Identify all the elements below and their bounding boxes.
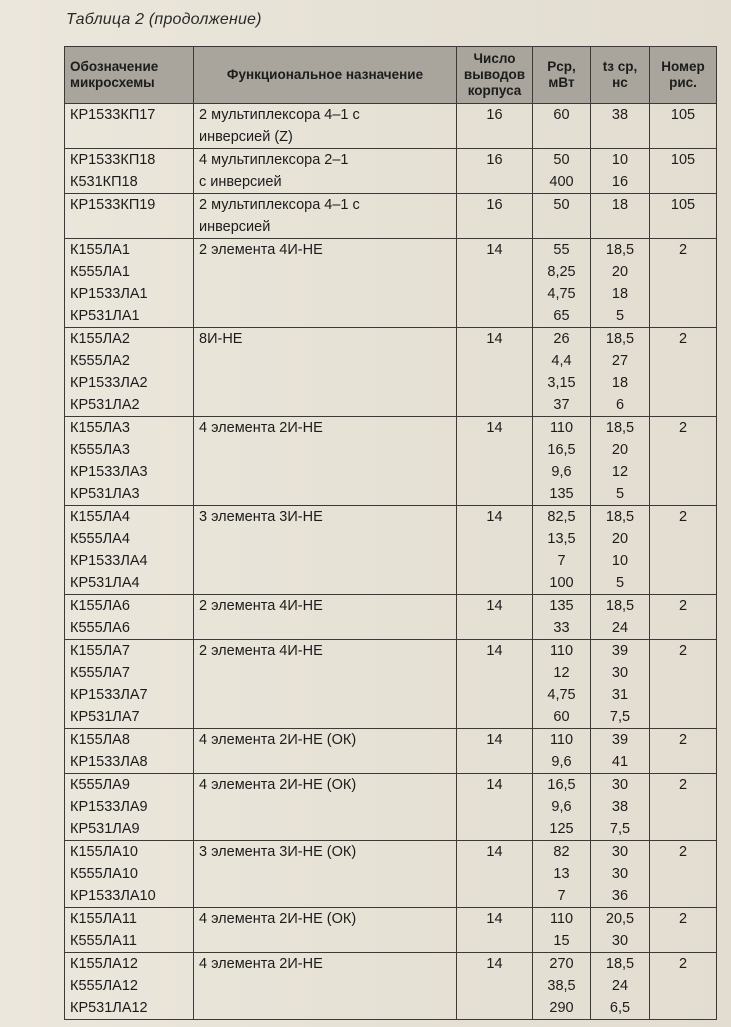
power-value: 8,25: [547, 264, 576, 280]
table-row: [65, 104, 717, 149]
cell-delay: [591, 194, 650, 239]
function-text: 2 элемента 4И-НЕ: [199, 598, 323, 614]
cell-delay: [591, 953, 650, 1020]
pins-value: 16: [486, 197, 503, 213]
header-function: Функциональное назначение: [194, 47, 457, 104]
power-value: 26: [553, 331, 570, 347]
delay-value: 16: [611, 174, 629, 190]
power-value: 60: [553, 709, 570, 725]
header-pins: Число выводов корпуса: [457, 47, 533, 104]
chip-code: К531КП18: [70, 174, 138, 190]
cell-function: [194, 841, 457, 908]
power-value: 37: [553, 397, 570, 413]
cell-power: [533, 149, 591, 194]
cell-pins: [457, 774, 533, 841]
cell-delay: [591, 149, 650, 194]
cell-pins: [457, 149, 533, 194]
delay-value: 31: [611, 687, 629, 703]
figure-value: 2: [678, 242, 688, 258]
chip-code: КР531ЛА1: [70, 308, 140, 324]
pins-value: 16: [486, 152, 503, 168]
cell-designation: [65, 149, 194, 194]
figure-value: 2: [678, 732, 688, 748]
cell-figure: [650, 328, 717, 417]
chip-code: КР1533ЛА2: [70, 375, 148, 391]
cell-figure: [650, 841, 717, 908]
delay-value: 30: [611, 844, 629, 860]
power-value: 15: [553, 933, 570, 949]
chip-code: КР1533КП19: [70, 197, 156, 213]
cell-delay: [591, 640, 650, 729]
power-value: 110: [549, 643, 574, 659]
cell-delay: [591, 104, 650, 149]
cell-delay: [591, 774, 650, 841]
cell-figure: [650, 953, 717, 1020]
power-value: 9,6: [551, 799, 572, 815]
function-text: 4 элемента 2И-НЕ (ОК): [199, 732, 357, 748]
cell-designation: [65, 194, 194, 239]
cell-designation: [65, 729, 194, 774]
pins-value: 14: [486, 509, 503, 525]
power-value: 4,75: [547, 687, 576, 703]
power-value: 12: [553, 665, 570, 681]
table-row: [65, 953, 717, 1020]
function-text: с инверсией: [199, 174, 282, 190]
figure-value: 2: [678, 331, 688, 347]
chip-code: КР1533ЛА4: [70, 553, 148, 569]
figure-value: 2: [678, 509, 688, 525]
pins-value: 14: [486, 911, 503, 927]
chip-code: К555ЛА3: [70, 442, 130, 458]
power-value: 135: [549, 486, 574, 502]
chip-code: КР1533ЛА7: [70, 687, 148, 703]
function-text: 4 элемента 2И-НЕ (ОК): [199, 777, 357, 793]
pins-value: 14: [486, 242, 503, 258]
cell-function: [194, 640, 457, 729]
cell-power: [533, 953, 591, 1020]
chip-code: К155ЛА7: [70, 643, 130, 659]
cell-designation: [65, 774, 194, 841]
table-header-row: [65, 47, 717, 104]
cell-delay: [591, 239, 650, 328]
delay-value: 5: [615, 575, 625, 591]
cell-designation: [65, 104, 194, 149]
delay-value: 10: [611, 152, 629, 168]
chip-code: К155ЛА4: [70, 509, 130, 525]
cell-delay: [591, 595, 650, 640]
chip-code: К555ЛА7: [70, 665, 130, 681]
delay-value: 27: [611, 353, 629, 369]
function-text: 2 элемента 4И-НЕ: [199, 242, 323, 258]
chip-code: К155ЛА2: [70, 331, 130, 347]
cell-pins: [457, 104, 533, 149]
cell-delay: [591, 506, 650, 595]
power-value: 290: [549, 1000, 574, 1016]
function-text: инверсией (Z): [199, 129, 293, 145]
delay-value: 20,5: [605, 911, 635, 927]
delay-value: 38: [611, 799, 629, 815]
delay-value: 30: [611, 665, 629, 681]
power-value: 38,5: [547, 978, 576, 994]
pins-value: 14: [486, 598, 503, 614]
table-row: [65, 417, 717, 506]
cell-power: [533, 328, 591, 417]
delay-value: 5: [615, 308, 625, 324]
power-value: 3,15: [547, 375, 576, 391]
cell-designation: [65, 841, 194, 908]
cell-pins: [457, 194, 533, 239]
cell-designation: [65, 506, 194, 595]
cell-designation: [65, 595, 194, 640]
cell-delay: [591, 729, 650, 774]
chip-code: К155ЛА10: [70, 844, 138, 860]
delay-value: 18,5: [605, 242, 635, 258]
figure-value: 2: [678, 643, 688, 659]
pins-value: 14: [486, 420, 503, 436]
chip-code: КР1533ЛА3: [70, 464, 148, 480]
cell-power: [533, 417, 591, 506]
chip-code: К155ЛА1: [70, 242, 130, 258]
power-value: 4,75: [547, 286, 576, 302]
power-value: 33: [553, 620, 570, 636]
chip-code: К555ЛА12: [70, 978, 138, 994]
cell-designation: [65, 953, 194, 1020]
header-power: Pср, мВт: [533, 47, 591, 104]
power-value: 65: [553, 308, 570, 324]
cell-power: [533, 104, 591, 149]
table-row: [65, 149, 717, 194]
table-row: [65, 908, 717, 953]
chip-code: КР531ЛА12: [70, 1000, 148, 1016]
cell-figure: [650, 104, 717, 149]
cell-power: [533, 506, 591, 595]
power-value: 7: [557, 888, 566, 904]
delay-value: 18: [611, 197, 629, 213]
chip-code: К555ЛА4: [70, 531, 130, 547]
table-caption: Таблица 2 (продолжение): [66, 11, 262, 28]
figure-value: 2: [678, 956, 688, 972]
delay-value: 5: [615, 486, 625, 502]
cell-figure: [650, 774, 717, 841]
chip-code: К555ЛА9: [70, 777, 130, 793]
delay-value: 20: [611, 531, 629, 547]
chip-spec-table: [64, 46, 717, 1020]
figure-value: 105: [670, 152, 696, 168]
cell-figure: [650, 149, 717, 194]
chip-code: К155ЛА8: [70, 732, 130, 748]
figure-value: 105: [670, 197, 696, 213]
cell-function: [194, 595, 457, 640]
function-text: инверсией: [199, 219, 271, 235]
power-value: 4,4: [551, 353, 572, 369]
chip-code: К155ЛА12: [70, 956, 138, 972]
delay-value: 6: [615, 397, 625, 413]
chip-code: К555ЛА6: [70, 620, 130, 636]
delay-value: 41: [611, 754, 629, 770]
figure-value: 2: [678, 420, 688, 436]
pins-value: 16: [486, 107, 503, 123]
header-designation: Обозначение микросхемы: [65, 47, 194, 104]
cell-power: [533, 841, 591, 908]
cell-figure: [650, 194, 717, 239]
delay-value: 36: [611, 888, 629, 904]
chip-code: К555ЛА10: [70, 866, 138, 882]
delay-value: 18: [611, 375, 629, 391]
function-text: 8И-НЕ: [199, 331, 243, 347]
cell-delay: [591, 908, 650, 953]
table-row: [65, 729, 717, 774]
cell-pins: [457, 729, 533, 774]
function-text: 2 мультиплексора 4–1 с: [199, 107, 360, 123]
function-text: 4 элемента 2И-НЕ: [199, 956, 323, 972]
cell-designation: [65, 328, 194, 417]
power-value: 16,5: [547, 777, 576, 793]
delay-value: 20: [611, 442, 629, 458]
cell-function: [194, 953, 457, 1020]
cell-delay: [591, 328, 650, 417]
cell-power: [533, 729, 591, 774]
chip-code: КР1533ЛА1: [70, 286, 148, 302]
power-value: 270: [549, 956, 574, 972]
table-body: [65, 104, 717, 1020]
chip-code: К555ЛА2: [70, 353, 130, 369]
chip-code: КР1533КП18: [70, 152, 156, 168]
table-row: [65, 506, 717, 595]
power-value: 13: [553, 866, 570, 882]
cell-pins: [457, 417, 533, 506]
cell-function: [194, 506, 457, 595]
figure-value: 2: [678, 598, 688, 614]
delay-value: 20: [611, 264, 629, 280]
pins-value: 14: [486, 956, 503, 972]
power-value: 50: [553, 197, 570, 213]
pins-value: 14: [486, 844, 503, 860]
cell-function: [194, 774, 457, 841]
cell-pins: [457, 953, 533, 1020]
power-value: 110: [549, 911, 574, 927]
chip-code: К155ЛА3: [70, 420, 130, 436]
table-row: [65, 194, 717, 239]
power-value: 135: [549, 598, 574, 614]
cell-designation: [65, 417, 194, 506]
chip-code: КР1533ЛА9: [70, 799, 148, 815]
pins-value: 14: [486, 732, 503, 748]
chip-code: КР1533ЛА10: [70, 888, 156, 904]
table-row: [65, 239, 717, 328]
chip-code: КР1533КП17: [70, 107, 156, 123]
delay-value: 39: [611, 732, 629, 748]
chip-code: К155ЛА11: [70, 911, 137, 927]
delay-value: 18,5: [605, 509, 635, 525]
cell-designation: [65, 239, 194, 328]
pins-value: 14: [486, 643, 503, 659]
table-row: [65, 774, 717, 841]
power-value: 50: [553, 152, 570, 168]
header-delay: tз ср, нс: [591, 47, 650, 104]
chip-code: К555ЛА11: [70, 933, 137, 949]
pins-value: 14: [486, 331, 503, 347]
function-text: 3 элемента 3И-НЕ (ОК): [199, 844, 357, 860]
chip-code: К555ЛА1: [70, 264, 130, 280]
chip-code: К155ЛА6: [70, 598, 130, 614]
power-value: 16,5: [547, 442, 576, 458]
cell-function: [194, 239, 457, 328]
function-text: 4 элемента 2И-НЕ (ОК): [199, 911, 357, 927]
power-value: 125: [549, 821, 574, 837]
cell-figure: [650, 506, 717, 595]
delay-value: 7,5: [609, 709, 631, 725]
cell-designation: [65, 640, 194, 729]
delay-value: 7,5: [609, 821, 631, 837]
cell-function: [194, 149, 457, 194]
delay-value: 18,5: [605, 598, 635, 614]
figure-value: 2: [678, 911, 688, 927]
delay-value: 30: [611, 933, 629, 949]
cell-function: [194, 908, 457, 953]
table-row: [65, 841, 717, 908]
cell-designation: [65, 908, 194, 953]
function-text: 3 элемента 3И-НЕ: [199, 509, 323, 525]
cell-pins: [457, 506, 533, 595]
cell-pins: [457, 239, 533, 328]
cell-figure: [650, 417, 717, 506]
cell-figure: [650, 640, 717, 729]
cell-power: [533, 595, 591, 640]
figure-value: 2: [678, 777, 688, 793]
function-text: 4 мультиплексора 2–1: [199, 152, 349, 168]
cell-figure: [650, 729, 717, 774]
delay-value: 24: [611, 620, 629, 636]
delay-value: 12: [611, 464, 629, 480]
delay-value: 24: [611, 978, 629, 994]
delay-value: 18,5: [605, 331, 635, 347]
cell-power: [533, 774, 591, 841]
cell-function: [194, 328, 457, 417]
table-row: [65, 640, 717, 729]
figure-value: 2: [678, 844, 688, 860]
cell-figure: [650, 908, 717, 953]
power-value: 7: [557, 553, 566, 569]
delay-value: 30: [611, 777, 629, 793]
cell-delay: [591, 841, 650, 908]
power-value: 55: [553, 242, 570, 258]
function-text: 2 элемента 4И-НЕ: [199, 643, 323, 659]
cell-figure: [650, 239, 717, 328]
chip-code: КР531ЛА9: [70, 821, 140, 837]
power-value: 82,5: [547, 509, 576, 525]
pins-value: 14: [486, 777, 503, 793]
cell-pins: [457, 841, 533, 908]
power-value: 100: [549, 575, 574, 591]
power-value: 82: [553, 844, 570, 860]
power-value: 60: [553, 107, 570, 123]
cell-pins: [457, 328, 533, 417]
cell-function: [194, 194, 457, 239]
chip-code: КР1533ЛА8: [70, 754, 148, 770]
chip-code: КР531ЛА3: [70, 486, 140, 502]
chip-code: КР531ЛА7: [70, 709, 140, 725]
chip-code: КР531ЛА2: [70, 397, 140, 413]
power-value: 110: [549, 420, 574, 436]
cell-function: [194, 104, 457, 149]
delay-value: 18,5: [605, 420, 635, 436]
delay-value: 10: [611, 553, 629, 569]
cell-delay: [591, 417, 650, 506]
delay-value: 6,5: [609, 1000, 631, 1016]
delay-value: 38: [611, 107, 629, 123]
cell-function: [194, 729, 457, 774]
function-text: 4 элемента 2И-НЕ: [199, 420, 323, 436]
delay-value: 39: [611, 643, 629, 659]
power-value: 400: [549, 174, 574, 190]
power-value: 110: [549, 732, 574, 748]
delay-value: 30: [611, 866, 629, 882]
chip-code: КР531ЛА4: [70, 575, 140, 591]
cell-power: [533, 908, 591, 953]
function-text: 2 мультиплексора 4–1 с: [199, 197, 360, 213]
cell-power: [533, 194, 591, 239]
table-row: [65, 328, 717, 417]
cell-function: [194, 417, 457, 506]
cell-pins: [457, 595, 533, 640]
figure-value: 105: [670, 107, 696, 123]
cell-pins: [457, 908, 533, 953]
header-figure: Номер рис.: [650, 47, 717, 104]
cell-figure: [650, 595, 717, 640]
delay-value: 18: [611, 286, 629, 302]
power-value: 9,6: [551, 754, 572, 770]
cell-power: [533, 640, 591, 729]
power-value: 9,6: [551, 464, 572, 480]
delay-value: 18,5: [605, 956, 635, 972]
power-value: 13,5: [547, 531, 576, 547]
table-row: [65, 595, 717, 640]
cell-pins: [457, 640, 533, 729]
cell-power: [533, 239, 591, 328]
